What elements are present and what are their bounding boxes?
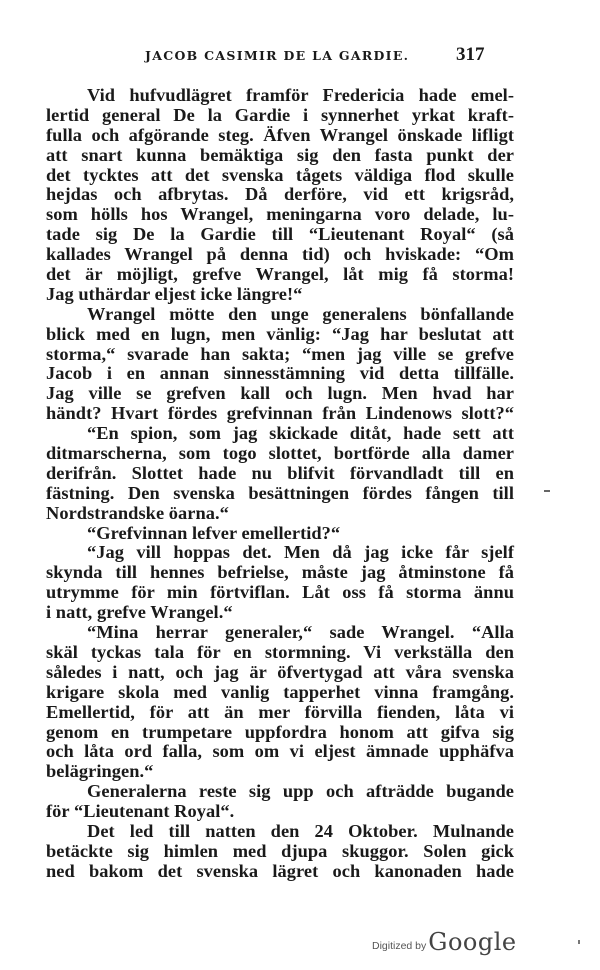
text-line: och låta ord falla, som om vi eljest ämnade upphäfva: [46, 741, 514, 762]
text-line: för “Lieutenant Royal“.: [46, 801, 235, 822]
text-line: således i natt, och jag är öfvertygad att våra svenska: [46, 661, 514, 682]
text-line: som hölls hos Wrangel, meningarna voro delade, lu-: [46, 204, 514, 225]
running-head-title: JACOB CASIMIR DE LA GARDIE.: [145, 48, 410, 63]
text-line: krigare skola med vanlig tapperhet vinna framgång.: [46, 681, 514, 702]
text-line: “Jag vill hoppas det. Men då jag icke får sjelf: [87, 542, 514, 563]
text-line: Emellertid, för att än mer förvilla fienden, låta vi: [46, 701, 514, 722]
text-line: ditmarscherna, som togo slottet, bortförde alla damer: [46, 443, 514, 464]
text-line: genom en trumpetare uppfordra honom att gifva sig: [46, 721, 514, 742]
text-line: kallades Wrangel på denna tid) och hviskade: “Om: [46, 244, 514, 265]
text-line: tade sig De la Gardie till “Lieutenant Royal“ (så: [46, 224, 514, 245]
text-line: “En spion, som jag skickade ditåt, hade sett att: [87, 423, 514, 444]
body-text: [46, 86, 514, 882]
text-line: betäckte sig himlen med djupa skuggor. Solen gick: [46, 840, 514, 861]
text-line: ned bakom det svenska lägret och kanonaden hade: [46, 860, 514, 881]
text-line: Nordstrandske öarna.“: [46, 502, 229, 523]
text-line: att snart kunna bemäktiga sig den fasta punkt der: [46, 144, 514, 165]
text-line: fästning. Den svenska besättningen fördes fången till: [46, 482, 514, 503]
digitized-by-google-watermark: [372, 926, 517, 956]
page-number: 317: [456, 44, 485, 65]
text-line: storma,“ svarade han sakta; “men jag ville se grefve: [46, 343, 514, 364]
text-line: skynda till hennes befrielse, måste jag åtminstone få: [46, 562, 514, 583]
text-line: lertid general De la Gardie i synnerhet yrkat kraft-: [46, 104, 514, 125]
text-line: “Mina herrar generaler,“ sade Wrangel. “Alla: [87, 622, 514, 643]
text-line: belägringen.“: [46, 761, 154, 782]
text-line: skäl tyckas tala för en stormning. Vi verkställa den: [46, 641, 514, 662]
text-line: Vid hufvudlägret framför Fredericia hade emel-: [87, 85, 514, 105]
margin-mark: [544, 490, 550, 492]
text-line: derifrån. Slottet hade nu blifvit förvandladt till en: [46, 462, 514, 483]
text-line: blick med en lugn, men vänlig: “Jag har beslutat att: [46, 323, 514, 344]
text-line: “Grefvinnan lefver emellertid?“: [87, 522, 341, 543]
text-line: Jacob i en annan sinnesstämning vid detta tillfälle.: [46, 363, 514, 384]
running-header: [0, 44, 600, 68]
text-line: Generalerna reste sig upp och afträdde bugande: [87, 781, 514, 802]
text-line: Wrangel mötte den unge generalens bönfallande: [87, 303, 514, 324]
watermark-digitized-by: Digitized by: [372, 940, 427, 952]
text-line: det är möjligt, grefve Wrangel, låt mig få storma!: [46, 264, 514, 285]
text-line: i natt, grefve Wrangel.“: [46, 602, 233, 623]
text-line: hejdas och afbrytas. Då derföre, vid ett krigsråd,: [46, 184, 514, 205]
watermark-google-logo: Google: [428, 928, 517, 956]
text-line: fulla och afgörande steg. Äfven Wrangel önskade lifligt: [46, 124, 514, 145]
text-line: det tycktes att det svenska tågets väldiga flod skulle: [46, 164, 514, 185]
text-line: Det led till natten den 24 Oktober. Mulnande: [87, 820, 514, 841]
text-line: Jag uthärdar eljest icke längre!“: [46, 283, 303, 304]
text-line: händt? Hvart fördes grefvinnan från Lindenows slott?“: [46, 403, 514, 424]
text-line: Jag ville se grefven kall och lugn. Men hvad har: [46, 383, 514, 404]
text-line: utrymme för min förtviflan. Låt oss få storma ännu: [46, 582, 514, 603]
margin-dot: [578, 940, 580, 944]
